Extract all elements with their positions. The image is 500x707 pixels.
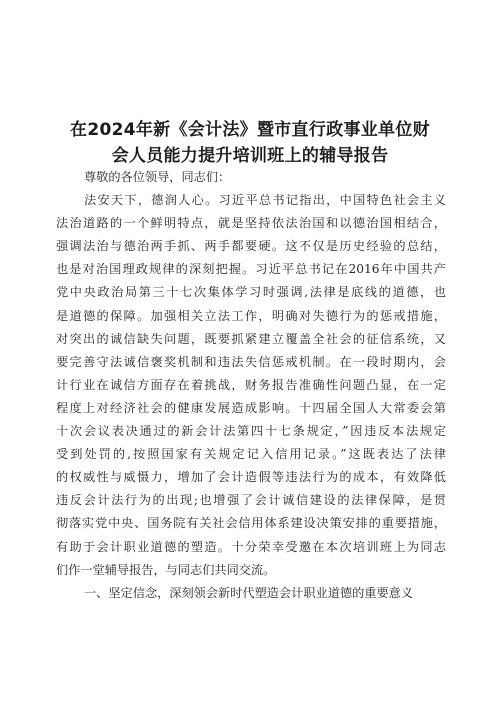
paragraph-line: 党中央政治局第三十七次集体学习时强调,法律是底线的道德，也 xyxy=(56,285,446,300)
document-title xyxy=(40,117,460,169)
paragraph-line: 也是对治国理政规律的深刻把握。习近平总书记在2016年中国共产 xyxy=(56,262,446,277)
paragraph xyxy=(56,189,446,582)
paragraph-line: 法治道路的一个鲜明特点，就是坚持依法治国和以德治国相结合， xyxy=(56,216,446,231)
paragraph-line: 们作一堂辅导报告，与同志们共同交流。 xyxy=(56,562,276,577)
paragraph-line: 法安天下，德润人心。习近平总书记指出，中国特色社会主义 xyxy=(84,193,446,208)
paragraph-line: 对突出的诚信缺失问题，既要抓紧建立覆盖全社会的征信系统，又 xyxy=(56,331,446,346)
paragraph-line: 十次会议表决通过的新会计法第四十七条规定，”因违反本法规定 xyxy=(56,424,446,439)
title-line: 会人员能力提升培训班上的辅导报告 xyxy=(111,146,389,166)
paragraph-line: 要完善守法诚信褒奖机制和违法失信惩戒机制。在一段时期内，会 xyxy=(56,354,446,369)
paragraph-line: 受到处罚的,按照国家有关规定记入信用记录。”这既表达了法律 xyxy=(56,447,446,462)
section-heading: 一、坚定信念，深刻领会新时代塑造会计职业道德的重要意义 xyxy=(84,585,414,600)
title-line: 在2024年新《会计法》暨市直行政事业单位财 xyxy=(70,120,430,140)
paragraph-line: 的权威性与威慑力，增加了会计造假等违法行为的成本，有效降低 xyxy=(56,470,446,485)
paragraph-line: 彻落实党中央、国务院有关社会信用体系建设决策安排的重要措施， xyxy=(56,516,446,531)
paragraph-line: 违反会计法行为的出现;也增强了会计诚信建设的法律保障，是贯 xyxy=(56,493,446,508)
paragraph-line: 有助于会计职业道德的塑造。十分荣幸受邀在本次培训班上为同志 xyxy=(56,539,446,554)
salutation: 尊敬的各位领导，同志们： xyxy=(84,170,231,184)
paragraph-line: 强调法治与德治两手抓、两手都要硬。这不仅是历史经验的总结， xyxy=(56,239,446,254)
document-body xyxy=(56,166,446,605)
paragraph-line: 计行业在诚信方面存在着挑战，财务报告准确性问题凸显，在一定 xyxy=(56,377,446,392)
paragraph-line: 程度上对经济社会的健康发展造成影响。十四届全国人大常委会第 xyxy=(56,400,446,415)
paragraph-line: 是道德的保障。加强相关立法工作，明确对失德行为的惩戒措施， xyxy=(56,308,446,323)
